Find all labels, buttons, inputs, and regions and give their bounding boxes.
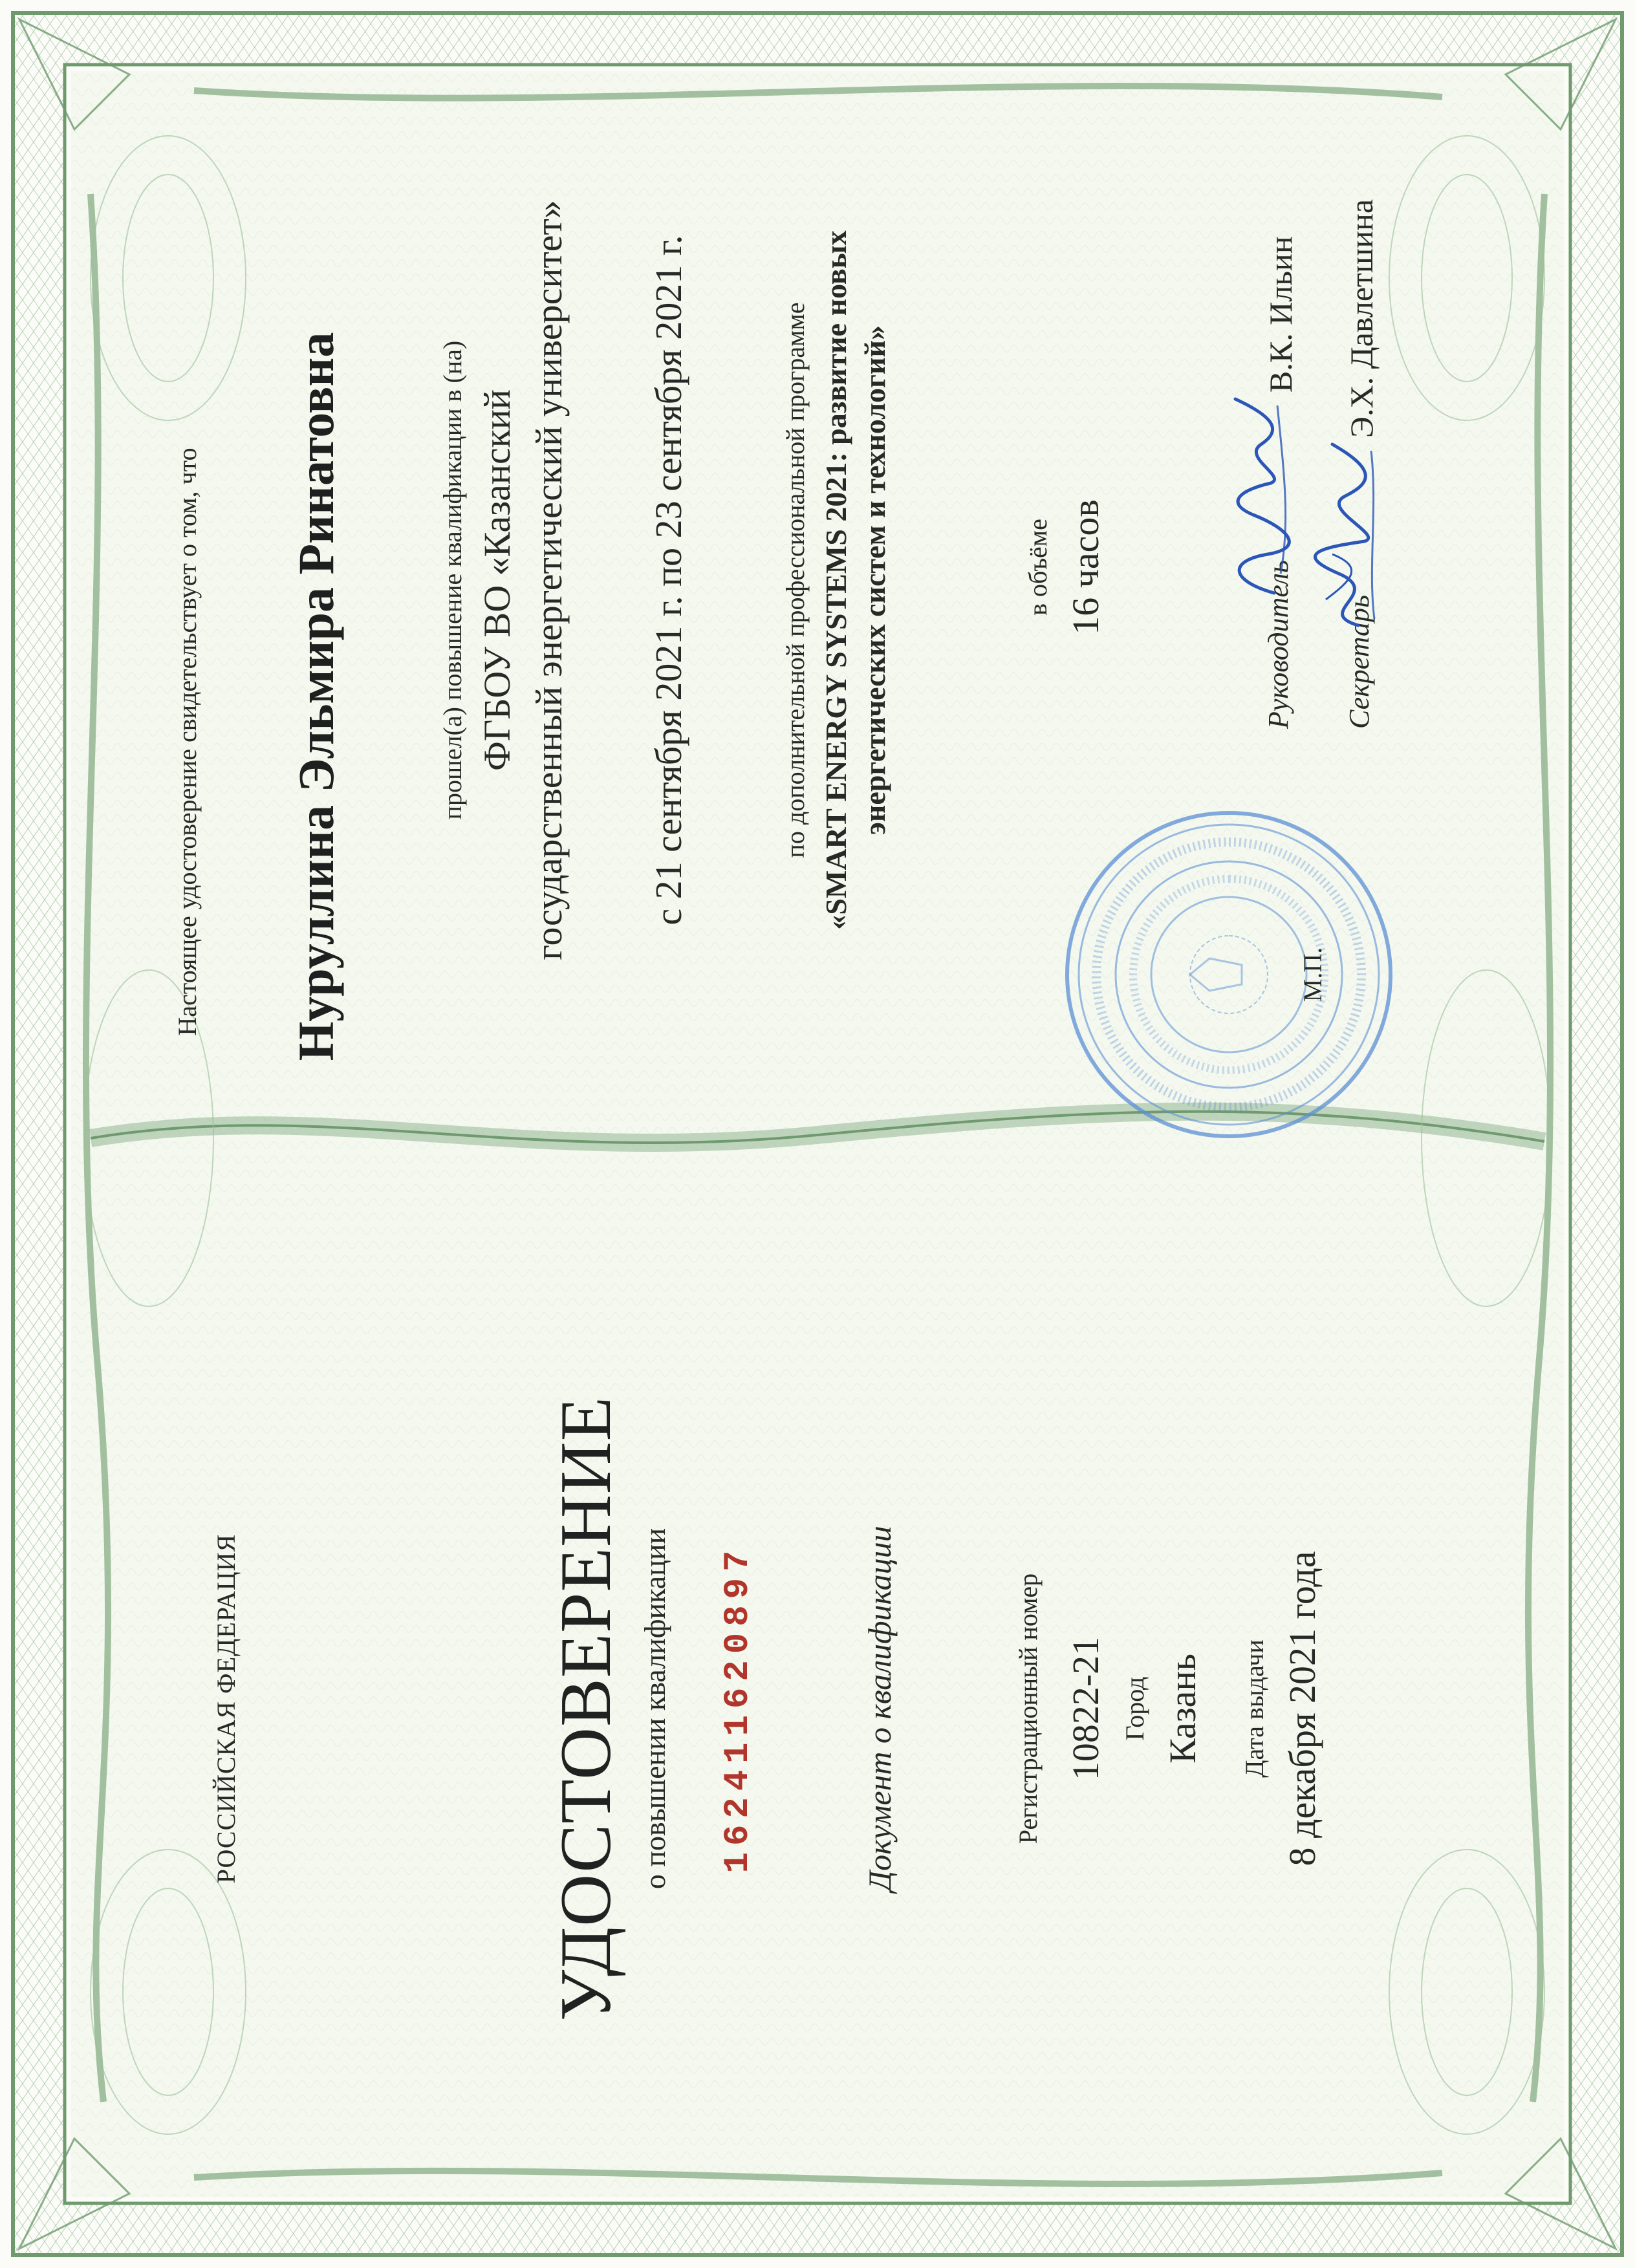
recipient-name: Нуруллина Эльмира Ринатовна [288, 332, 344, 1061]
registration-number: 10822-21 [1065, 1636, 1107, 1781]
document-type: Документ о квалификации [861, 1526, 898, 1892]
secretary-name: Э.Х. Давлетшина [1343, 199, 1380, 438]
head-name: В.К. Ильин [1262, 236, 1299, 393]
official-seal-stamp [1061, 806, 1397, 1143]
registration-label: Регистрационный номер [1013, 1573, 1043, 1844]
stamp-place-label: М.П. [1298, 947, 1327, 1002]
training-period: с 21 сентября 2021 г. по 23 сентября 2021 г. [647, 235, 689, 925]
head-label: Руководитель [1262, 560, 1294, 729]
country-label: РОССИЙСКАЯ ФЕДЕРАЦИЯ [211, 1533, 241, 1884]
issue-date-value: 8 декабря 2021 года [1281, 1551, 1323, 1866]
city-label: Город [1120, 1676, 1149, 1741]
secretary-label: Секретарь [1343, 594, 1375, 729]
passed-label: прошел(а) повышение квалификации в (на) [438, 340, 467, 820]
city-value: Казань [1162, 1654, 1204, 1764]
certificate-title: УДОСТОВЕРЕНИЕ [546, 1396, 626, 2022]
program-name-line-2: энергетических систем и технологий» [858, 325, 891, 835]
program-label: по дополнительной профессиональной программе [781, 302, 810, 858]
institution-line-2: государственный энергетический университет» [528, 200, 570, 960]
volume-value: 16 часов [1065, 499, 1107, 635]
institution-line-1: ФГБОУ ВО «Казанский [476, 389, 518, 771]
certificate-subtitle: о повышении квалификации [638, 1528, 671, 1890]
serial-number: 162411620897 [719, 1544, 758, 1874]
program-name-line-1: «SMART ENERGY SYSTEMS 2021: развитие новых [819, 230, 852, 930]
secretary-signature [1306, 431, 1391, 638]
issue-date-label: Дата выдачи [1240, 1639, 1269, 1778]
head-signature [1216, 393, 1300, 599]
intro-text: Настоящее удостоверение свидетельствует о том, что [173, 448, 202, 1036]
volume-label: в объёме [1023, 519, 1052, 616]
